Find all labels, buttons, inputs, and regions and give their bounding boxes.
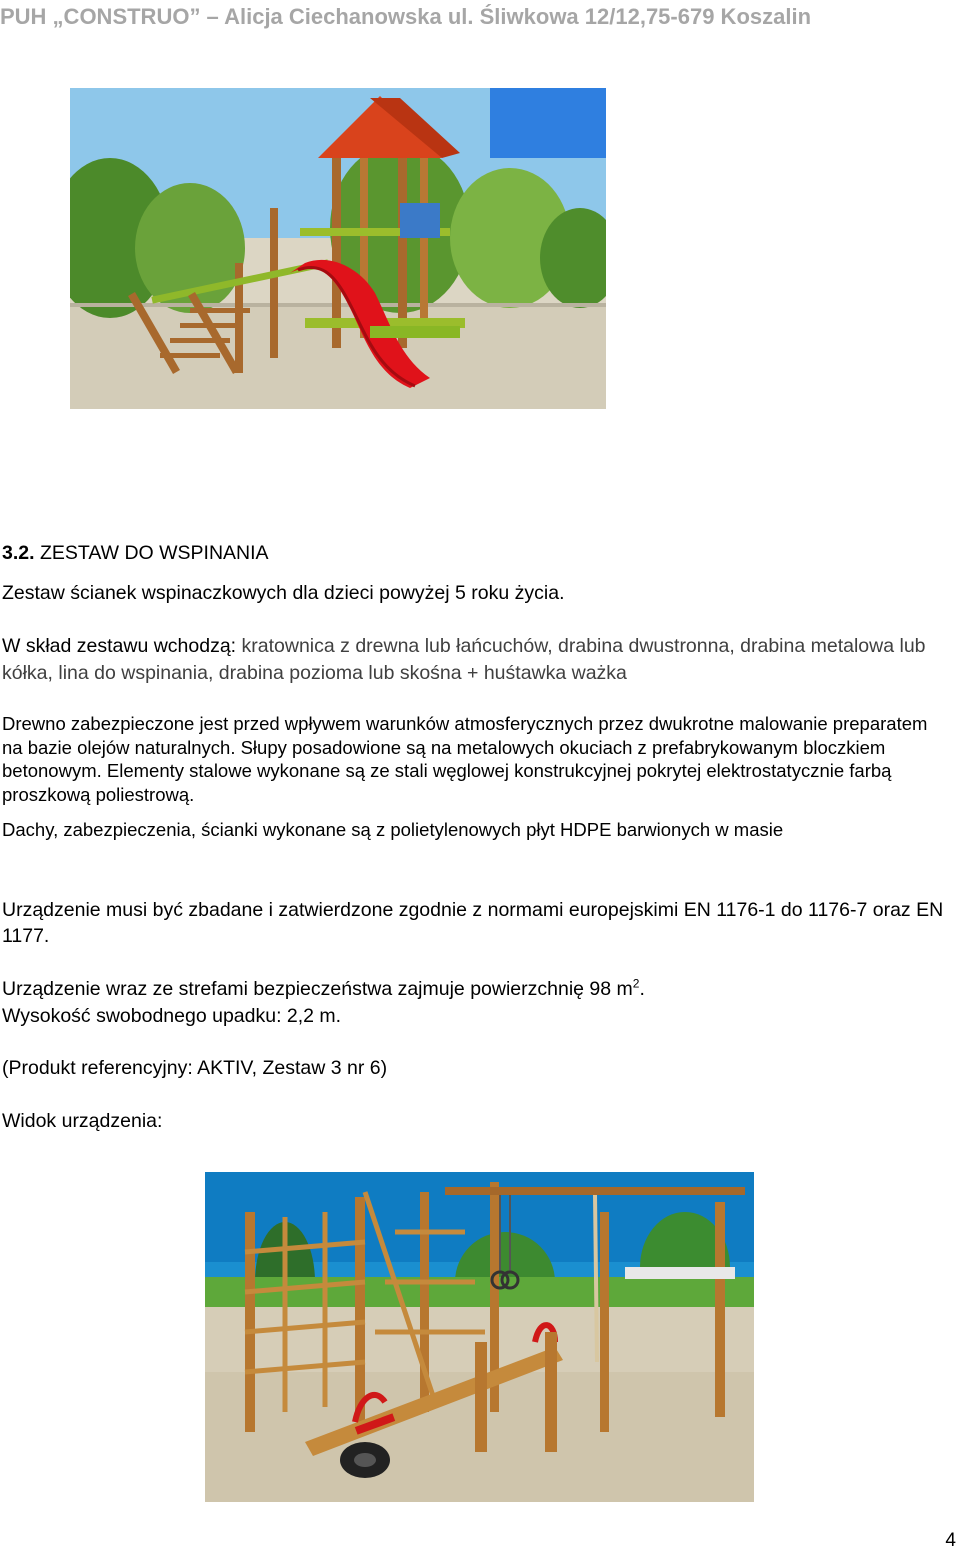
intro-paragraph: Zestaw ścianek wspinaczkowych dla dzieci powyżej 5 roku życia. xyxy=(2,582,565,604)
playground-tower-image xyxy=(70,88,606,409)
reference-paragraph: (Produkt referencyjny: AKTIV, Zestaw 3 nr 6) xyxy=(2,1057,388,1079)
area-superscript: 2 xyxy=(632,976,640,991)
document-header: PUH „CONSTRUO” – Alicja Ciechanowska ul. Śliwkowa 12/12,75-679 Koszalin xyxy=(0,4,812,29)
composition-body: kratownica z drewna lub łańcuchów, drabina dwustronna, drabina metalowa lub kółka, lina do wspinania, drabina pozioma lub skośna + huśtawka ważka xyxy=(2,635,926,684)
climbing-set-image xyxy=(205,1172,754,1502)
section-title: ZESTAW DO WSPINANIA xyxy=(39,542,269,564)
composition-prefix: W skład zestawu wchodzą: xyxy=(2,635,237,657)
area-suffix: . xyxy=(639,978,645,1000)
area-text: Urządzenie wraz ze strefami bezpieczeństwa zajmuje powierzchnię 98 m xyxy=(2,978,633,1000)
section-heading xyxy=(2,540,952,566)
materials-paragraph: Drewno zabezpieczone jest przed wpływem warunków atmosferycznych przez dwukrotne malowanie preparatem na bazie olejów naturalnych. Słupy posadowione są na metalowych okuciach z prefabrykowanym bloczkiem betonowym. Elementy stalowe wykonane są ze stali węglowej konstrukcyjnej pokrytej elektrostatycznie farbą proszkową poliestrową. xyxy=(2,713,928,805)
area-paragraph xyxy=(2,976,952,1002)
section-number: 3.2. xyxy=(2,542,35,564)
roofs-paragraph: Dachy, zabezpieczenia, ścianki wykonane są z polietylenowych płyt HDPE barwionych w masie xyxy=(2,819,784,840)
view-label: Widok urządzenia: xyxy=(2,1110,163,1132)
norms-paragraph: Urządzenie musi być zbadane i zatwierdzone zgodnie z normami europejskimi EN 1176-1 do 1176-7 oraz EN 1177. xyxy=(2,899,944,947)
fall-height-paragraph: Wysokość swobodnego upadku: 2,2 m. xyxy=(2,1005,342,1027)
composition-paragraph xyxy=(2,633,952,687)
page-number: 4 xyxy=(945,1530,956,1551)
